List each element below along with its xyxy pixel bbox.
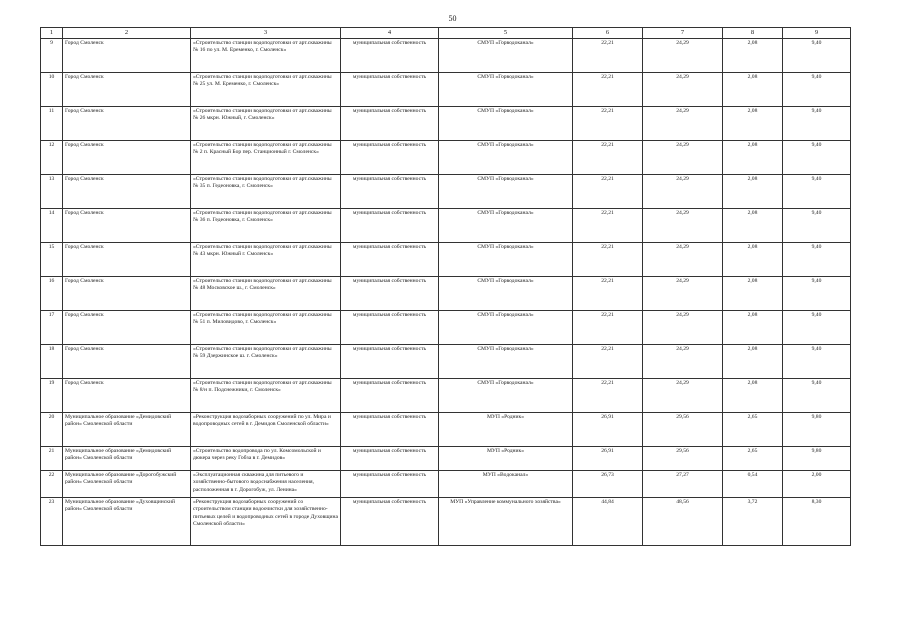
project-cell: «Строительство станции водоподготовки от арт.скважины № 35 п. Гедеоновка, г. Смоленск» — [191, 175, 341, 209]
header-row — [41, 28, 851, 39]
value-col6-cell: 22,21 — [573, 141, 643, 175]
value-col9-cell: 9,40 — [783, 243, 851, 277]
value-col7-cell: 27,27 — [643, 471, 723, 498]
municipality-cell: Муниципальное образование «Демидовский район» Смоленской области — [63, 447, 191, 471]
value-col6-cell: 26,91 — [573, 447, 643, 471]
value-col7-cell: 29,56 — [643, 413, 723, 447]
row-number: 14 — [41, 209, 63, 243]
ownership-cell: муниципальная собственность — [341, 498, 439, 546]
row-number: 21 — [41, 447, 63, 471]
table-row — [41, 73, 851, 107]
project-cell: «Строительство станции водоподготовки от арт.скважины № 16 по ул. М. Еременко, г. Смоленск» — [191, 39, 341, 73]
header-cell: 7 — [643, 28, 723, 39]
row-number: 20 — [41, 413, 63, 447]
value-col9-cell: 9,40 — [783, 73, 851, 107]
value-col8-cell: 2,65 — [723, 447, 783, 471]
row-number: 17 — [41, 311, 63, 345]
value-col6-cell: 22,21 — [573, 73, 643, 107]
row-number: 22 — [41, 471, 63, 498]
value-col7-cell: 29,56 — [643, 447, 723, 471]
row-number: 11 — [41, 107, 63, 141]
table-row — [41, 39, 851, 73]
value-col8-cell: 2,08 — [723, 209, 783, 243]
project-cell: «Строительство станции водоподготовки от арт.скважины № 36 п. Гедеоновка, г. Смоленск» — [191, 209, 341, 243]
value-col9-cell: 9,80 — [783, 413, 851, 447]
ownership-cell: муниципальная собственность — [341, 73, 439, 107]
project-cell: «Строительство станции водоподготовки от арт.скважины № 51 п. Миловидово, г. Смоленск» — [191, 311, 341, 345]
value-col7-cell: 24,29 — [643, 209, 723, 243]
value-col7-cell: 24,29 — [643, 345, 723, 379]
ownership-cell: муниципальная собственность — [341, 471, 439, 498]
organization-cell: СМУП «Горводоканал» — [439, 175, 573, 209]
municipality-cell: Город Смоленск — [63, 243, 191, 277]
value-col6-cell: 44,84 — [573, 498, 643, 546]
table-row — [41, 175, 851, 209]
value-col6-cell: 26,73 — [573, 471, 643, 498]
municipality-cell: Город Смоленск — [63, 175, 191, 209]
value-col8-cell: 2,08 — [723, 73, 783, 107]
value-col9-cell: 9,40 — [783, 345, 851, 379]
organization-cell: СМУП «Горводоканал» — [439, 141, 573, 175]
value-col9-cell: 2,00 — [783, 471, 851, 498]
organization-cell: МУП «Управление коммунального хозяйства» — [439, 498, 573, 546]
value-col9-cell: 9,80 — [783, 447, 851, 471]
investment-program-table — [40, 27, 851, 546]
organization-cell: СМУП «Горводоканал» — [439, 345, 573, 379]
page-number: 50 — [448, 14, 457, 23]
table-row — [41, 311, 851, 345]
value-col9-cell: 9,40 — [783, 141, 851, 175]
header-cell: 5 — [439, 28, 573, 39]
project-cell: «Строительство станции водоподготовки от арт.скважины № 43 мкрн. Южный г. Смоленск» — [191, 243, 341, 277]
value-col6-cell: 22,21 — [573, 209, 643, 243]
table-row — [41, 498, 851, 546]
table-row — [41, 107, 851, 141]
project-cell: «Эксплуатационная скважина для питьевого и хозяйственно-бытового водоснабжения населения, расположенная в г. Дорогобуж, ул. Ленина» — [191, 471, 341, 498]
organization-cell: МУП «Водоканал» — [439, 471, 573, 498]
row-number: 12 — [41, 141, 63, 175]
header-cell: 8 — [723, 28, 783, 39]
value-col7-cell: 24,29 — [643, 73, 723, 107]
municipality-cell: Город Смоленск — [63, 73, 191, 107]
value-col9-cell: 9,40 — [783, 379, 851, 413]
table-row — [41, 447, 851, 471]
row-number: 23 — [41, 498, 63, 546]
ownership-cell: муниципальная собственность — [341, 311, 439, 345]
value-col6-cell: 22,21 — [573, 311, 643, 345]
header-cell: 2 — [63, 28, 191, 39]
value-col6-cell: 22,21 — [573, 107, 643, 141]
value-col7-cell: 48,56 — [643, 498, 723, 546]
table-row — [41, 209, 851, 243]
header-cell: 9 — [783, 28, 851, 39]
value-col9-cell: 9,40 — [783, 39, 851, 73]
header-cell: 3 — [191, 28, 341, 39]
organization-cell: СМУП «Горводоканал» — [439, 243, 573, 277]
value-col8-cell: 0,54 — [723, 471, 783, 498]
value-col7-cell: 24,29 — [643, 379, 723, 413]
project-cell: «Строительство станции водоподготовки от арт.скважины № 2 п. Красный Бор пер. Станционный г. Смоленск» — [191, 141, 341, 175]
table-row — [41, 413, 851, 447]
value-col9-cell: 9,40 — [783, 175, 851, 209]
project-cell: «Строительство станции водоподготовки от арт.скважины № 26 мкрн. Южный, г. Смоленск» — [191, 107, 341, 141]
value-col9-cell: 9,40 — [783, 107, 851, 141]
ownership-cell: муниципальная собственность — [341, 243, 439, 277]
value-col7-cell: 24,29 — [643, 141, 723, 175]
ownership-cell: муниципальная собственность — [341, 345, 439, 379]
row-number: 13 — [41, 175, 63, 209]
table-row — [41, 345, 851, 379]
ownership-cell: муниципальная собственность — [341, 39, 439, 73]
municipality-cell: Муниципальное образование «Духовщинский район» Смоленской области — [63, 498, 191, 546]
municipality-cell: Город Смоленск — [63, 277, 191, 311]
municipality-cell: Город Смоленск — [63, 311, 191, 345]
header-cell: 1 — [41, 28, 63, 39]
row-number: 18 — [41, 345, 63, 379]
value-col6-cell: 22,21 — [573, 39, 643, 73]
project-cell: «Реконструкция водозаборных сооружений по ул. Мира и водопроводных сетей в г. Демидов Смоленской области» — [191, 413, 341, 447]
value-col8-cell: 2,08 — [723, 107, 783, 141]
municipality-cell: Город Смоленск — [63, 345, 191, 379]
value-col8-cell: 2,08 — [723, 141, 783, 175]
row-number: 15 — [41, 243, 63, 277]
table-row — [41, 141, 851, 175]
value-col6-cell: 26,91 — [573, 413, 643, 447]
table-row — [41, 243, 851, 277]
value-col8-cell: 2,08 — [723, 379, 783, 413]
organization-cell: СМУП «Горводоканал» — [439, 311, 573, 345]
municipality-cell: Город Смоленск — [63, 39, 191, 73]
value-col6-cell: 22,21 — [573, 345, 643, 379]
value-col8-cell: 2,08 — [723, 175, 783, 209]
ownership-cell: муниципальная собственность — [341, 107, 439, 141]
ownership-cell: муниципальная собственность — [341, 175, 439, 209]
municipality-cell: Город Смоленск — [63, 141, 191, 175]
table-row — [41, 277, 851, 311]
value-col7-cell: 24,29 — [643, 311, 723, 345]
ownership-cell: муниципальная собственность — [341, 447, 439, 471]
row-number: 9 — [41, 39, 63, 73]
value-col8-cell: 2,08 — [723, 311, 783, 345]
organization-cell: СМУП «Горводоканал» — [439, 209, 573, 243]
value-col6-cell: 22,21 — [573, 379, 643, 413]
municipality-cell: Город Смоленск — [63, 209, 191, 243]
value-col7-cell: 24,29 — [643, 175, 723, 209]
project-cell: «Строительство станции водоподготовки от арт.скважины № 48 Московское ш., г. Смоленск» — [191, 277, 341, 311]
organization-cell: СМУП «Горводоканал» — [439, 277, 573, 311]
municipality-cell: Город Смоленск — [63, 379, 191, 413]
municipality-cell: Муниципальное образование «Демидовский район» Смоленской области — [63, 413, 191, 447]
value-col6-cell: 22,21 — [573, 277, 643, 311]
municipality-cell: Муниципальное образование «Дорогобужский район» Смоленской области — [63, 471, 191, 498]
value-col7-cell: 24,29 — [643, 243, 723, 277]
table-row — [41, 471, 851, 498]
value-col8-cell: 2,65 — [723, 413, 783, 447]
project-cell: «Строительство станции водоподготовки от арт.скважины № 59 Дзержинское ш. г. Смоленск» — [191, 345, 341, 379]
project-cell: «Строительство станции водоподготовки от арт.скважины № 8/н п. Подснежники, г. Смоленск» — [191, 379, 341, 413]
value-col6-cell: 22,21 — [573, 175, 643, 209]
value-col8-cell: 2,08 — [723, 345, 783, 379]
table-row — [41, 379, 851, 413]
ownership-cell: муниципальная собственность — [341, 141, 439, 175]
row-number: 19 — [41, 379, 63, 413]
value-col8-cell: 2,08 — [723, 277, 783, 311]
value-col7-cell: 24,29 — [643, 39, 723, 73]
value-col6-cell: 22,21 — [573, 243, 643, 277]
organization-cell: СМУП «Горводоканал» — [439, 379, 573, 413]
ownership-cell: муниципальная собственность — [341, 413, 439, 447]
organization-cell: СМУП «Горводоканал» — [439, 107, 573, 141]
value-col8-cell: 2,08 — [723, 243, 783, 277]
ownership-cell: муниципальная собственность — [341, 209, 439, 243]
organization-cell: МУП «Родник» — [439, 447, 573, 471]
project-cell: «Реконструкция водозаборных сооружений со строительством станции водоочистки для хозяйственно-питьевых целей и водопроводных сетей в городе Духовщина Смоленской области» — [191, 498, 341, 546]
value-col9-cell: 9,40 — [783, 277, 851, 311]
project-cell: «Строительство водопровода по ул. Комсомольской и дюкера через реку Гобза в г. Демидов» — [191, 447, 341, 471]
row-number: 10 — [41, 73, 63, 107]
municipality-cell: Город Смоленск — [63, 107, 191, 141]
organization-cell: СМУП «Горводоканал» — [439, 73, 573, 107]
value-col7-cell: 24,29 — [643, 107, 723, 141]
value-col8-cell: 3,72 — [723, 498, 783, 546]
project-cell: «Строительство станции водоподготовки от арт.скважины № 25 ул. М. Еременко, г. Смоленск» — [191, 73, 341, 107]
header-cell: 4 — [341, 28, 439, 39]
header-cell: 6 — [573, 28, 643, 39]
value-col9-cell: 9,40 — [783, 311, 851, 345]
row-number: 16 — [41, 277, 63, 311]
organization-cell: МУП «Родник» — [439, 413, 573, 447]
ownership-cell: муниципальная собственность — [341, 379, 439, 413]
value-col8-cell: 2,08 — [723, 39, 783, 73]
value-col9-cell: 8,30 — [783, 498, 851, 546]
value-col9-cell: 9,40 — [783, 209, 851, 243]
organization-cell: СМУП «Горводоканал» — [439, 39, 573, 73]
value-col7-cell: 24,29 — [643, 277, 723, 311]
ownership-cell: муниципальная собственность — [341, 277, 439, 311]
